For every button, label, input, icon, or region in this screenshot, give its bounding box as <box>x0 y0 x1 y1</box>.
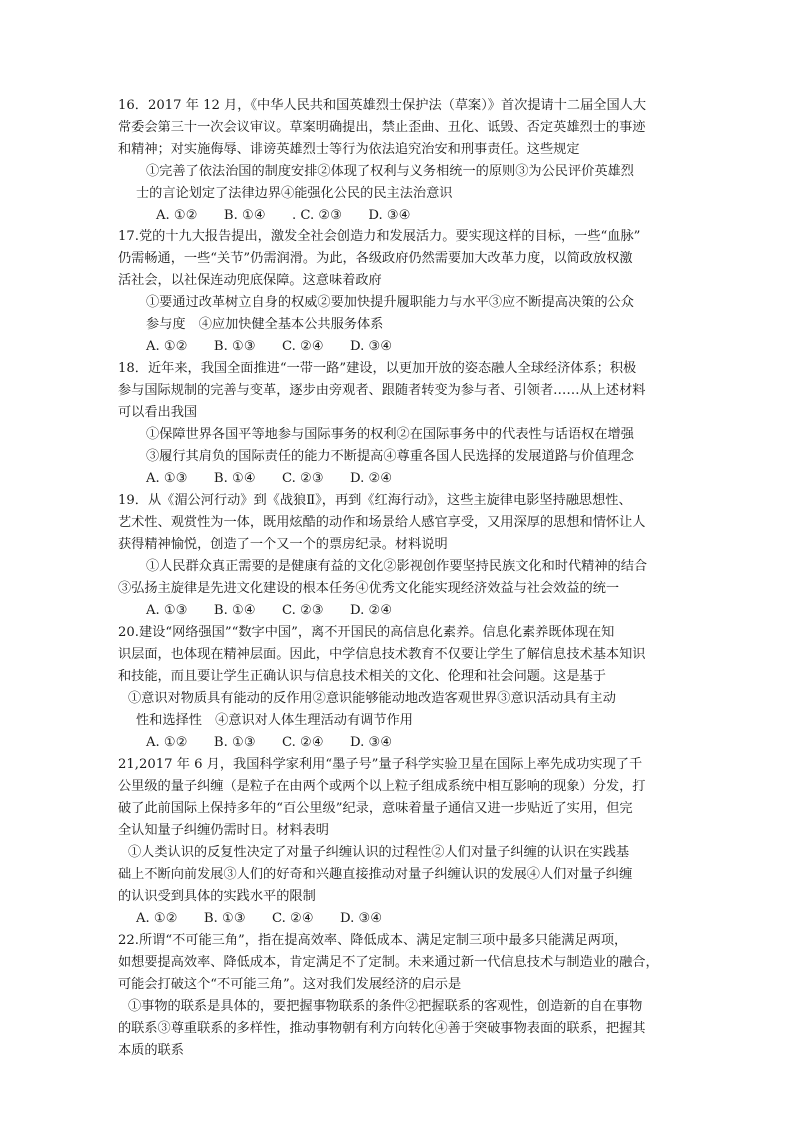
q21-stem-line-4: 全认知量子纠缠仍需时日。材料表明 <box>118 823 329 838</box>
q18-statement-line-2: ③履行其肩负的国际责任的能力不断提高④尊重各国人民选择的发展道路与价值理念 <box>146 449 634 464</box>
q20-options: A. ①② B. ①③ C. ②④ D. ③④ <box>146 735 393 750</box>
q18-stem-line-1: 18．近年来，我国全面推进“一带一路”建设，以更加开放的姿态融人全球经济体系；积极 <box>118 361 637 376</box>
q20-stem-line-2: 识层面，也体现在精神层面。因此，中学信息技术教育不仅要让学生了解信息技术基本知识 <box>118 647 646 662</box>
q22-statement-line-2: 的联系③尊重联系的多样性，推动事物朝有利方向转化④善于突破事物表面的联系，把握其 <box>118 1021 646 1036</box>
q21-stem-line-3: 破了此前国际上保持多年的“百公里级”纪录，意味着量子通信又进一步贴近了实用，但完 <box>118 801 633 816</box>
q20-statement-line-2: 性和选择性 ④意识对人体生理活动有调节作用 <box>136 713 413 728</box>
q20-stem-line-3: 和技能，而且要让学生正确认识与信息技术相关的文化、伦理和社会问题。这是基于 <box>118 669 606 684</box>
q21-statement-line-1: ①人类认识的反复性决定了对量子纠缠认识的过程性②人们对量子纠缠的认识在实践基 <box>128 845 630 860</box>
q18-stem-line-2: 参与国际规制的完善与变革，逐步由旁观者、跟随者转变为参与者、引领者……从上述材料 <box>118 383 646 398</box>
q20-stem-line-1: 20.建设“网络强国”“数字中国”，离不开国民的高信息化素养。信息化素养既体现在知 <box>118 625 615 640</box>
q16-stem-line-1: 16．2017 年 12 月，《中华人民共和国英雄烈士保护法（草案）》首次提请十二届全国人大 <box>118 98 647 113</box>
q21-statement-line-3: 的认识受到具体的实践水平的限制 <box>118 889 316 904</box>
q16-statement-line-2: 士的言论划定了法律边界④能强化公民的民主法治意识 <box>136 186 453 201</box>
q19-stem-line-3: 获得精神愉悦，创造了一个又一个的票房纪录。材料说明 <box>118 537 448 552</box>
q19-statement-line-1: ①人民群众真正需要的是健康有益的文化②影视创作要坚持民族文化和时代精神的结合 <box>146 559 648 574</box>
q16-options: A. ①② B. ①④ . C. ②③ D. ③④ <box>156 208 411 223</box>
q19-options: A. ①③ B. ①④ C. ②③ D. ②④ <box>146 603 393 618</box>
q21-options: A. ①② B. ①③ C. ②④ D. ③④ <box>136 911 383 926</box>
q17-options: A. ①② B. ①③ C. ②④ D. ③④ <box>146 339 393 354</box>
q17-stem-line-1: 17.党的十九大报告提出，激发全社会创造力和发展活力。要实现这样的目标，一些“血脉” <box>118 229 641 244</box>
q19-statement-line-2: ③弘扬主旋律是先进文化建设的根本任务④优秀文化能实现经济效益与社会效益的统一 <box>118 581 620 596</box>
q17-stem-line-2: 仍需畅通，一些“关节”仍需润滑。为此，各级政府仍然需要加大改革力度，以简政放权激 <box>118 251 633 266</box>
q22-stem-line-3: 可能会打破这个“不可能三角”。这对我们发展经济的启示是 <box>118 977 462 992</box>
q17-statement-line-1: ①要通过改革树立自身的权威②要加快提升履职能力与水平③应不断提高决策的公众 <box>146 295 634 310</box>
q22-statement-line-1: ①事物的联系是具体的，要把握事物联系的条件②把握联系的客观性，创造新的自在事物 <box>128 999 643 1014</box>
q17-statement-line-2: 参与度 ④应加快健全基本公共服务体系 <box>146 317 384 332</box>
q22-stem-line-2: 如想要提高效率、降低成本，肯定满足不了定制。未来通过新一代信息技术与制造业的融合， <box>118 955 659 970</box>
q19-stem-line-1: 19．从《湄公河行动》到《战狼Ⅱ》，再到《红海行动》，这些主旋律电影坚持融思想性、 <box>118 493 632 508</box>
q22-statement-line-3: 本质的联系 <box>118 1043 184 1058</box>
q21-statement-line-2: 础上不断向前发展③人们的好奇和兴趣直接推动对量子纠缠认识的发展④人们对量子纠缠 <box>118 867 633 882</box>
q16-statement-line-1: ①完善了依法治国的制度安排②体现了权利与义务相统一的原则③为公民评价英雄烈 <box>146 164 634 179</box>
q17-stem-line-3: 活社会，以社保连动兜底保障。这意味着政府 <box>118 273 382 288</box>
q18-statement-line-1: ①保障世界各国平等地参与国际事务的权利②在国际事务中的代表性与话语权在增强 <box>146 427 634 442</box>
q20-statement-line-1: ①意识对物质具有能动的反作用②意识能够能动地改造客观世界③意识活动具有主动 <box>128 691 616 706</box>
q18-stem-line-3: 可以看出我国 <box>118 405 198 420</box>
q19-stem-line-2: 艺术性、观赏性为一体，既用炫酷的动作和场景给人感官享受，又用深厚的思想和情怀让人 <box>118 515 646 530</box>
q22-stem-line-1: 22.所谓“不可能三角”，指在提高效率、降低成本、满足定制三项中最多只能满足两项， <box>118 933 628 948</box>
q16-stem-line-3: 和精神；对实施侮辱、诽谤英雄烈士等行为依法追究治安和刑事责任。这些规定 <box>118 142 580 157</box>
q16-stem-line-2: 常委会第三十一次会议审议。草案明确提出，禁止歪曲、丑化、诋毁、否定英雄烈士的事迹 <box>118 120 646 135</box>
q21-stem-line-2: 公里级的量子纠缠（是粒子在由两个或两个以上粒子组成系统中相互影响的现象）分发，打 <box>118 779 646 794</box>
q18-options: A. ①③ B. ①④ C. ②③ D. ②④ <box>146 471 393 486</box>
q21-stem-line-1: 21,2017 年 6 月，我国科学家利用“墨子号”量子科学实验卫星在国际上率先成功实现了千 <box>118 757 643 772</box>
